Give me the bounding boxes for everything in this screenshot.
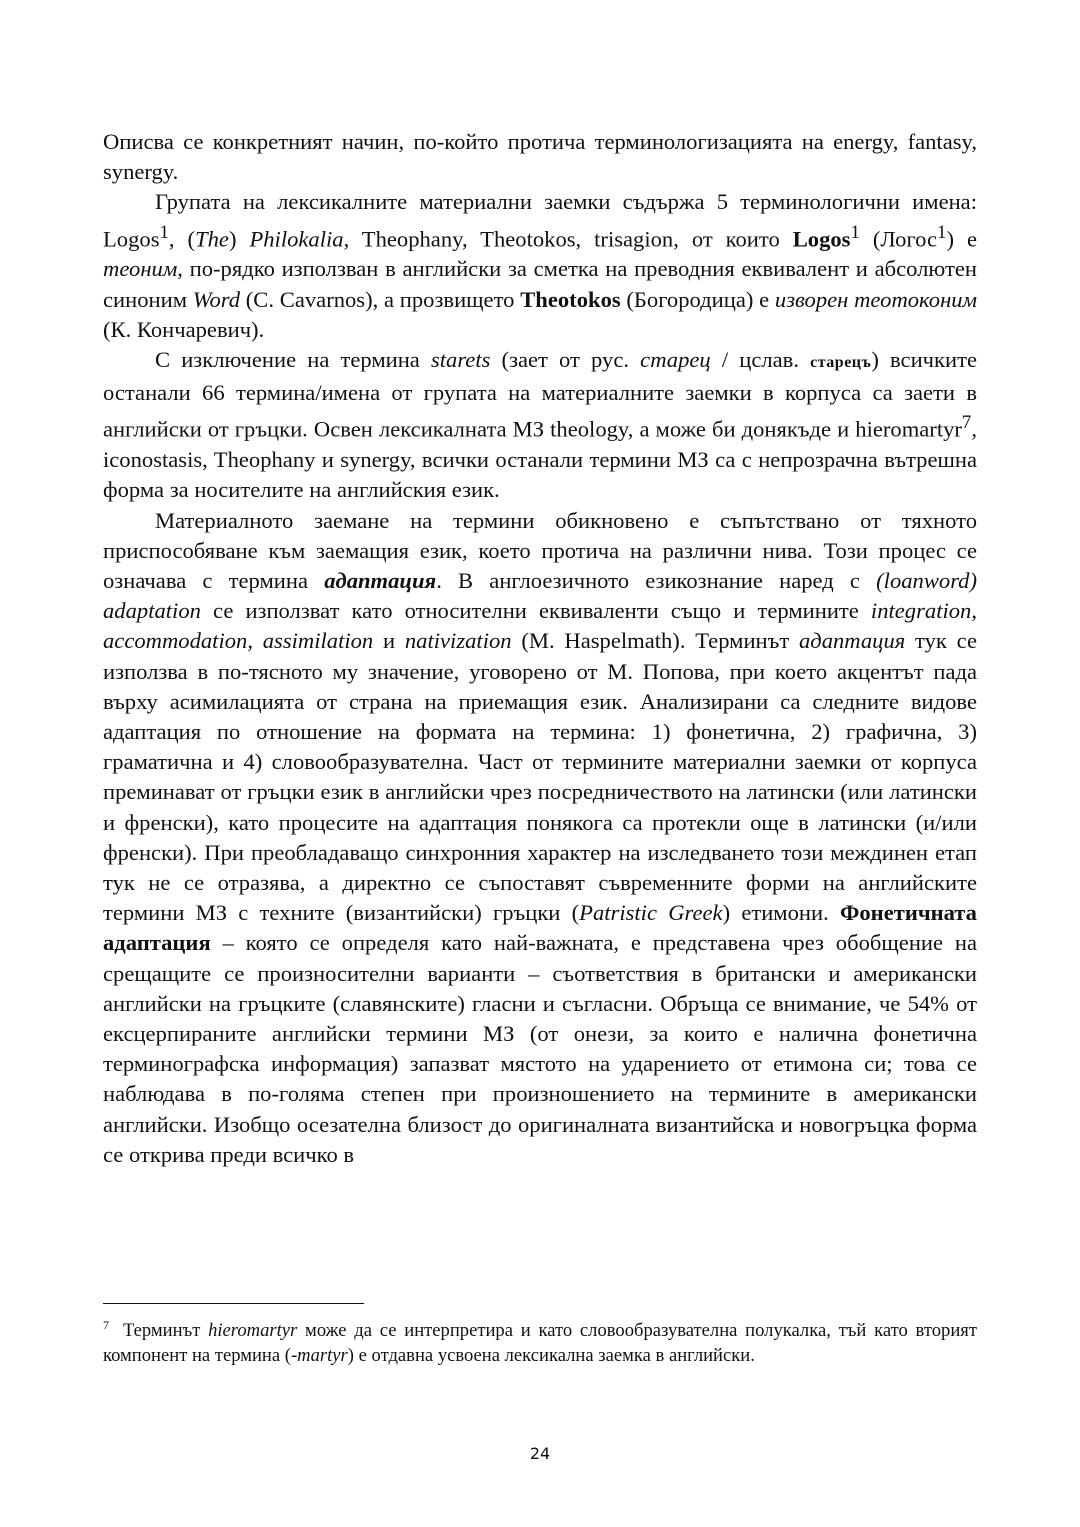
- paragraph-4: [103, 506, 977, 1170]
- bold-term: Logos: [792, 226, 851, 252]
- text-run: (зает от рус.: [490, 346, 641, 372]
- text-run: ,: [247, 628, 263, 654]
- italic-term: Word: [192, 286, 241, 312]
- text-run: ) е: [946, 226, 977, 252]
- italic-term: integration: [870, 598, 972, 624]
- text-run: ) всичките останали 66 термина/имена от групата на материалните заемки в корпуса са заети в английски от гръцки. Освен лексикалната МЗ theology, а може би донякъде и hieromartyr: [103, 346, 977, 442]
- bold-term: Фонетичната адаптация: [103, 900, 977, 956]
- text-run: (Логос: [859, 226, 938, 252]
- italic-term: старец: [640, 346, 711, 372]
- text-run: Терминът: [123, 1320, 209, 1341]
- text-run: ): [228, 226, 250, 252]
- text-run: С изключение на термина: [155, 346, 431, 372]
- italic-term: starets: [430, 346, 491, 372]
- italic-term: The: [195, 226, 229, 252]
- italic-term: accommodation: [103, 628, 248, 654]
- page-number: 24: [529, 1444, 551, 1463]
- paragraph-1: [103, 127, 977, 187]
- italic-term: теоним: [103, 256, 178, 282]
- footnote-7: [103, 1318, 977, 1368]
- italic-term: Patristic Greek: [579, 900, 723, 926]
- italic-term: изворен теотоконим: [774, 286, 977, 312]
- italic-term: Philokalia: [249, 226, 344, 252]
- text-run: се използват като относителни еквиваленти също и термините: [200, 598, 871, 624]
- text-run: ) е отдавна усвоена лексикална заемка в английски.: [347, 1345, 755, 1366]
- footnote-separator: [103, 1303, 364, 1304]
- text-run: (M. Haspelmath). Терминът: [511, 628, 799, 654]
- text-run: и: [373, 628, 405, 654]
- text-run: ) етимони.: [722, 900, 840, 926]
- text-run: , Theophany, Theotokos, trisagion, от които: [343, 226, 793, 252]
- text-run: / цслав.: [710, 346, 811, 372]
- text-run: Материалното заемане на термини обикновено е съпътствано от тяхното приспособяване към заемащия език, което протича на различни нива. Този процес се означава с термина: [103, 507, 977, 593]
- text-run: (Богородица) е: [620, 286, 775, 312]
- footnote-ref[interactable]: 7: [961, 412, 972, 434]
- text-run: . В англоезичното езикознание наред с: [436, 567, 877, 593]
- text-run: , по-рядко използван в английски за сметка на преводния еквивалент и абсолютен синоним: [103, 256, 977, 312]
- italic-term: assimilation: [262, 628, 374, 654]
- italic-term: адаптация: [798, 628, 906, 654]
- text-run: може да се интерпретира и като словообразувателна полукалка, тъй като вторият компонент на термина (: [103, 1320, 977, 1366]
- superscript: 1: [159, 221, 169, 243]
- paragraph-1-text: Описва се конкретният начин, по-който протича терминологизацията на energy, fantasy, synergy.: [103, 129, 977, 185]
- bold-italic-term: адаптация: [324, 567, 437, 593]
- page-body: [103, 127, 977, 1170]
- superscript: 1: [850, 221, 860, 243]
- text-run: тук се използва в по-тясното му значение, уговорено от М. Попова, при което акцентът пада върху асимилацията от страна на приемащия език. Анализирани са следните видове адаптация по отношение на формата на термина: 1) фонетична, 2) графична, 3) граматична и 4) словообразувателна. Част от термините материални заемки от корпуса преминават от гръцки език в английски чрез посредничеството на латински (или латински и френски), като процесите на адаптация понякога са протекли още в латински (и/или френски). При преобладаващо синхронния характер на изследването този междинен етап тук не се отразява, а директно се съпоставят съвременните форми на английските термини МЗ с техните (византийски) гръцки (: [103, 628, 978, 926]
- text-run: (C. Cavarnos), а прозвището: [240, 286, 521, 312]
- italic-term: (loanword) adaptation: [103, 567, 977, 624]
- paragraph-2: [103, 187, 977, 345]
- italic-term: nativization: [404, 628, 512, 654]
- text-run: ,: [971, 598, 977, 624]
- text-run: Групата на лексикалните материални заемки съдържа 5 терминологични имена: Logos: [103, 189, 977, 252]
- italic-term: -martyr: [290, 1345, 348, 1366]
- italic-term: hieromartyr: [208, 1320, 298, 1341]
- text-run: (К. Кончаревич).: [103, 316, 265, 342]
- superscript: 1: [937, 221, 947, 243]
- church-slavonic-word: старецъ: [810, 353, 872, 371]
- bold-term: Theotokos: [520, 286, 621, 312]
- text-run: , (: [168, 226, 196, 252]
- paragraph-3: [103, 345, 977, 506]
- footnote-number: 7: [103, 1317, 109, 1332]
- text-run: , iconostasis, Theophany и synergy, всички останали термини МЗ са с непрозрачна вътрешна форма за носителите на английския език.: [103, 416, 977, 503]
- text-run: – която се определя като най-важната, е представена чрез обобщение на срещащите се произносителни варианти – съответствия в британски и американски английски на гръцките (славянските) гласни и съгласни. Обръща се внимание, че 54% от ексцерпираните английски термини МЗ (от онези, за които е налична фонетична терминографска информация) запазват мястото на ударението от етимона си; това се наблюдава в по-голяма степен при произношението на термините в американски английски. Изобщо осезателна близост до оригиналната византийска и новогръцка форма се открива преди всичко в: [103, 930, 977, 1167]
